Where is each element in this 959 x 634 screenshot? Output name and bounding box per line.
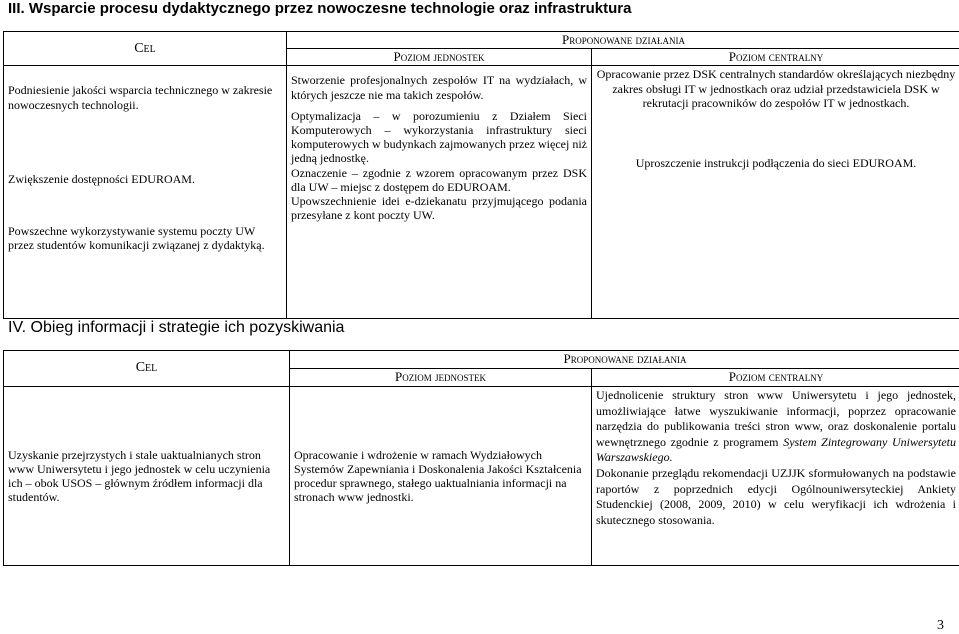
poziom-jednostek-cell: [287, 66, 592, 319]
centralny-item: Uproszczenie instrukcji podłączenia do sieci EDUROAM.: [596, 156, 956, 170]
section-3-table: [3, 31, 959, 319]
cel-cell: Uzyskanie przejrzystych i stale uaktualnianych stron www Uniwersytetu i jego jednostek w celu uczynienia ich – obok USOS – głównym źródłem informacji dla studentów.: [4, 387, 290, 566]
program-name: System Zintegrowany Uniwersytetu Warszawskiego.: [596, 435, 956, 465]
poziom-centralny-header: Poziom centralny: [592, 369, 959, 387]
jednostek-item: Upowszechnienie idei e-dziekanatu przyjmującego podania przesyłane z kont poczty UW.: [291, 194, 587, 222]
section-3-title: III. Wsparcie procesu dydaktycznego przez nowoczesne technologie oraz infrastruktura: [8, 0, 631, 17]
centralny-item: Ujednolicenie struktury stron www Uniwersytetu i jego jednostek, umożliwiające łatwe wyszukiwanie informacji, poprzez opracowanie narzędzia do publikowania treści stron www, oraz doskonalenie portalu wewnętrznego zgodnie z programem System Zintegrowany Uniwersytetu Warszawskiego.: [596, 388, 956, 466]
section-4-title: IV. Obieg informacji i strategie ich pozyskiwania: [8, 319, 344, 337]
poziom-centralny-header: Poziom centralny: [592, 49, 959, 66]
poziom-jednostek-cell: Opracowanie i wdrożenie w ramach Wydziałowych Systemów Zapewniania i Doskonalenia Jakości Kształcenia procedur sprawnego, stałego uaktualniania informacji na stronach www jednostki.: [290, 387, 592, 566]
proponowane-header: Proponowane działania: [290, 351, 959, 369]
jednostek-item: Oznaczenie – zgodnie z wzorem opracowanym przez DSK dla UW – miejsc z dostępem do EDUROAM.: [291, 166, 587, 194]
jednostek-item: Optymalizacja – w porozumieniu z Działem Sieci Komputerowych – wykorzystania infrastruktury sieci komputerowych w budynkach zajmowanych przez więcej niż jedną jednostkę.: [291, 109, 587, 166]
cel-item: Zwiększenie dostępności EDUROAM.: [8, 172, 282, 186]
poziom-centralny-cell: [592, 387, 959, 566]
page-number: 3: [937, 618, 944, 634]
poziom-jednostek-header: Poziom jednostek: [287, 49, 592, 66]
centralny-item: Opracowanie przez DSK centralnych standardów określających niezbędny zakres obsługi IT w jednostkach oraz udział przedstawiciela DSK w rekrutacji pracowników do zespołów IT w jednostkach.: [596, 67, 956, 110]
jednostek-item: Stworzenie profesjonalnych zespołów IT na wydziałach, w których jeszcze nie ma takich zespołów.: [291, 73, 587, 101]
poziom-centralny-cell: [592, 66, 959, 319]
poziom-jednostek-header: Poziom jednostek: [290, 369, 592, 387]
cel-header: Cel: [4, 351, 290, 387]
cel-item: Podniesienie jakości wsparcia technicznego w zakresie nowoczesnych technologii.: [8, 83, 282, 111]
cel-cell: [4, 66, 287, 319]
cel-item: Powszechne wykorzystywanie systemu poczty UW przez studentów komunikacji związanej z dydaktyką.: [8, 224, 282, 252]
proponowane-header: Proponowane działania: [287, 32, 959, 49]
cel-header: Cel: [4, 32, 287, 66]
centralny-item: Dokonanie przeglądu rekomendacji UZJJK sformułowanych na podstawie raportów z poprzednich edycji Ogólnouniwersyteckiej Ankiety Studenckiej (2008, 2009, 2010) w celu weryfikacji ich wdrożenia i skutecznego stosowania.: [596, 466, 956, 528]
section-4-table: [3, 350, 959, 566]
